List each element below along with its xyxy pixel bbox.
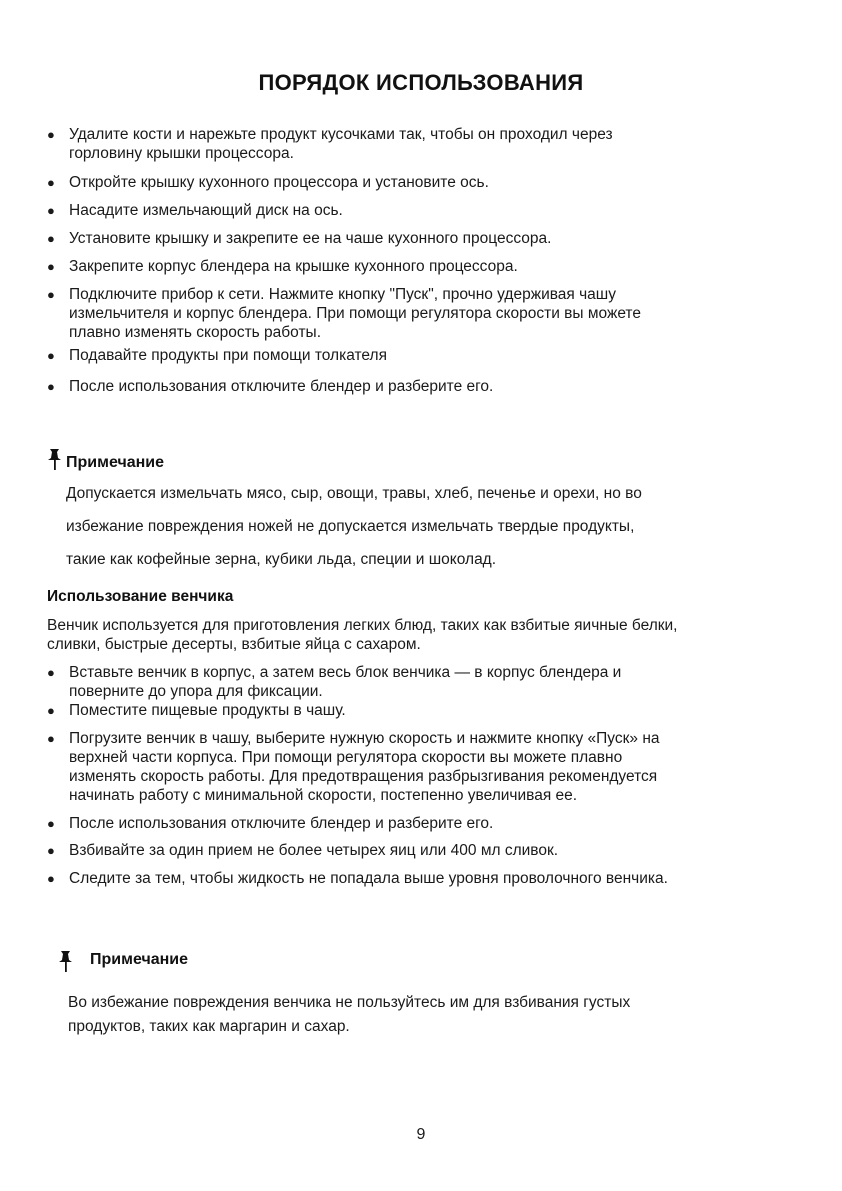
list-item-line: Следите за тем, чтобы жидкость не попадала выше уровня проволочного венчика. — [69, 870, 668, 887]
bullet-dot-icon: ● — [47, 816, 55, 831]
list-item-line: Установите крышку и закрепите ее на чаше кухонного процессора. — [69, 230, 552, 247]
usage-steps-list — [47, 125, 807, 396]
page-number: 9 — [416, 1126, 426, 1143]
bullet-dot-icon: ● — [47, 259, 55, 274]
list-item — [47, 285, 807, 342]
bullet-dot-icon: ● — [47, 731, 55, 746]
bullet-dot-icon: ● — [47, 703, 55, 718]
bullet-dot-icon: ● — [47, 231, 55, 246]
list-item-line: Закрепите корпус блендера на крышке кухонного процессора. — [69, 258, 518, 275]
bullet-dot-icon: ● — [47, 175, 55, 190]
whisk-section-heading: Использование венчика — [47, 588, 234, 605]
whisk-intro-line: Венчик используется для приготовления легких блюд, таких как взбитые яичные белки, — [47, 617, 678, 634]
note-line: Во избежание повреждения венчика не пользуйтесь им для взбивания густых — [68, 994, 631, 1011]
list-item-line: Удалите кости и нарежьте продукт кусочками так, чтобы он проходил через — [69, 126, 613, 143]
whisk-steps-list — [47, 663, 817, 888]
note-line: такие как кофейные зерна, кубики льда, специи и шоколад. — [66, 551, 497, 568]
list-item — [47, 377, 807, 396]
list-item-line: начинать работу с минимальной скорости, постепенно увеличивая ее. — [69, 787, 578, 804]
list-item-line: Насадите измельчающий диск на ось. — [69, 202, 343, 219]
list-item-line: плавно изменять скорость работы. — [69, 324, 321, 341]
list-item — [47, 869, 817, 888]
list-item — [47, 729, 817, 805]
bullet-dot-icon: ● — [47, 287, 55, 302]
list-item — [47, 814, 817, 833]
bullet-dot-icon: ● — [47, 843, 55, 858]
list-item-line: После использования отключите блендер и разберите его. — [69, 815, 494, 832]
list-item-line: горловину крышки процессора. — [69, 145, 294, 162]
bullet-dot-icon: ● — [47, 871, 55, 886]
list-item — [47, 173, 807, 192]
bullet-dot-icon: ● — [47, 348, 55, 363]
note-text — [66, 484, 806, 569]
page-title: ПОРЯДОК ИСПОЛЬЗОВАНИЯ — [258, 70, 584, 95]
list-item — [47, 125, 807, 163]
pushpin-icon — [45, 447, 65, 471]
bullet-dot-icon: ● — [47, 127, 55, 142]
list-item-line: Откройте крышку кухонного процессора и установите ось. — [69, 174, 489, 191]
bullet-dot-icon: ● — [47, 203, 55, 218]
note-line: продуктов, таких как маргарин и сахар. — [68, 1018, 350, 1035]
list-item-line: Подключите прибор к сети. Нажмите кнопку "Пуск", прочно удерживая чашу — [69, 286, 616, 303]
bullet-dot-icon: ● — [47, 379, 55, 394]
bullet-dot-icon: ● — [47, 665, 55, 680]
list-item — [47, 841, 817, 860]
pushpin-icon — [56, 949, 76, 973]
list-item-line: верхней части корпуса. При помощи регулятора скорости вы можете плавно — [69, 749, 623, 766]
list-item-line: Погрузите венчик в чашу, выберите нужную скорость и нажмите кнопку «Пуск» на — [69, 730, 660, 747]
list-item-line: Взбивайте за один прием не более четырех яиц или 400 мл сливок. — [69, 842, 559, 859]
list-item-line: изменять скорость работы. Для предотвращения разбрызгивания рекомендуется — [69, 768, 658, 785]
list-item — [47, 346, 807, 365]
list-item — [47, 257, 807, 276]
list-item — [47, 229, 807, 248]
list-item — [47, 663, 817, 701]
list-item — [47, 201, 807, 220]
list-item-line: После использования отключите блендер и разберите его. — [69, 378, 494, 395]
note-heading: Примечание — [90, 951, 189, 968]
list-item-line: Подавайте продукты при помощи толкателя — [69, 347, 387, 364]
whisk-intro-line: сливки, быстрые десерты, взбитые яйца с сахаром. — [47, 636, 421, 653]
whisk-intro — [47, 616, 817, 654]
note-line: избежание повреждения ножей не допускается измельчать твердые продукты, — [66, 518, 635, 535]
list-item — [47, 701, 817, 720]
list-item-line: поверните до упора для фиксации. — [69, 683, 323, 700]
note-heading: Примечание — [66, 454, 165, 471]
note-line: Допускается измельчать мясо, сыр, овощи, травы, хлеб, печенье и орехи, но во — [66, 485, 642, 502]
list-item-line: Вставьте венчик в корпус, а затем весь блок венчика — в корпус блендера и — [69, 664, 622, 681]
list-item-line: Поместите пищевые продукты в чашу. — [69, 702, 346, 719]
list-item-line: измельчителя и корпус блендера. При помощи регулятора скорости вы можете — [69, 305, 641, 322]
note-text — [68, 991, 808, 1039]
